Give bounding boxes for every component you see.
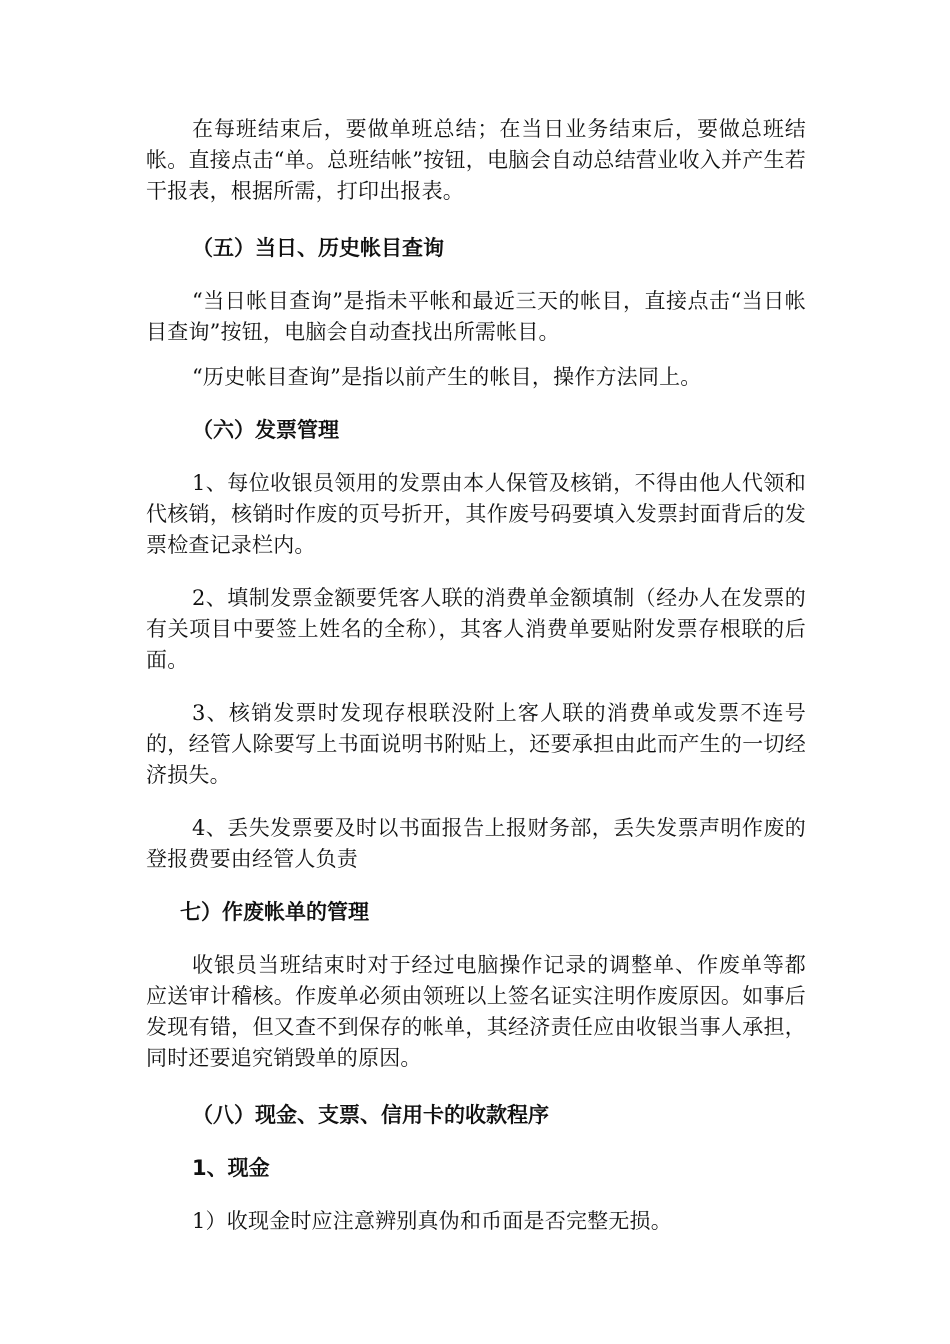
- paragraph-today-query: “当日帐目查询”是指未平帐和最近三天的帐目，直接点击“当日帐目查询”按钮，电脑会自动查找出所需帐目。: [146, 289, 806, 344]
- heading-invoice-management: （六）发票管理: [192, 418, 339, 442]
- paragraph-invoice-rule-3: 3、核销发票时发现存根联没附上客人联的消费单或发票不连号的，经管人除要写上书面说明书附贴上，还要承担由此而产生的一切经济损失。: [146, 701, 806, 787]
- paragraph-invoice-rule-2: 2、填制发票金额要凭客人联的消费单金额填制（经办人在发票的有关项目中要签上姓名的全称），其客人消费单要贴附发票存根联的后面。: [146, 586, 806, 672]
- heading-payment-procedure: （八）现金、支票、信用卡的收款程序: [192, 1103, 549, 1127]
- paragraph-cash-rule-1: 1）收现金时应注意辨别真伪和币面是否完整无损。: [192, 1209, 672, 1233]
- heading-void-bill-management: 七）作废帐单的管理: [180, 900, 369, 924]
- paragraph-invoice-rule-4: 4、丢失发票要及时以书面报告上报财务部，丢失发票声明作废的登报费要由经管人负责: [146, 816, 806, 871]
- paragraph-history-query: “历史帐目查询”是指以前产生的帐目，操作方法同上。: [192, 365, 702, 389]
- heading-account-query: （五）当日、历史帐目查询: [192, 236, 444, 260]
- document-page: [146, 114, 806, 1237]
- heading-cash: 1、现金: [192, 1156, 270, 1180]
- paragraph-void-bill: 收银员当班结束时对于经过电脑操作记录的调整单、作废单等都应送审计稽核。作废单必须由领班以上签名证实注明作废原因。如事后发现有错，但又查不到保存的帐单，其经济责任应由收银当事人承担，同时还要追究销毁单的原因。: [146, 953, 806, 1070]
- paragraph-invoice-rule-1: 1、每位收银员领用的发票由本人保管及核销，不得由他人代领和代核销，核销时作废的页号折开，其作废号码要填入发票封面背后的发票检查记录栏内。: [146, 471, 806, 557]
- paragraph-shift-close: 在每班结束后，要做单班总结；在当日业务结束后，要做总班结帐。直接点击“单。总班结帐”按钮，电脑会自动总结营业收入并产生若干报表，根据所需，打印出报表。: [146, 117, 806, 203]
